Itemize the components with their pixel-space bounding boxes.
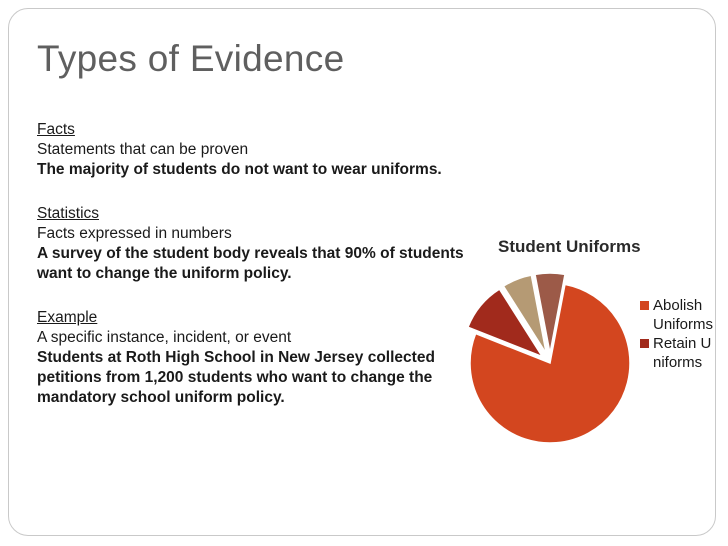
section-heading-facts: Facts bbox=[37, 121, 75, 138]
section-example-example: Students at Roth High School in New Jersey collected petitions from 1,200 students who want to change the mandatory school uniform policy. bbox=[37, 349, 435, 406]
legend-swatch-abolish bbox=[640, 301, 649, 310]
legend-label-abolish: Abolish Uniforms bbox=[653, 297, 714, 333]
section-heading-statistics: Statistics bbox=[37, 205, 100, 222]
legend-item-abolish bbox=[640, 296, 720, 334]
section-example-statistics: A survey of the student body reveals that 90% of students want to change the uniform policy. bbox=[37, 245, 464, 282]
section-heading-example: Example bbox=[37, 309, 98, 326]
pie-chart bbox=[455, 268, 655, 448]
slide-title: Types of Evidence bbox=[37, 38, 345, 79]
legend-swatch-retain bbox=[640, 339, 649, 348]
slide-body bbox=[37, 120, 467, 408]
legend-item-retain bbox=[640, 334, 720, 372]
section-definition-facts: Statements that can be proven bbox=[37, 141, 249, 158]
section-example-facts: The majority of students do not want to wear uniforms. bbox=[37, 161, 442, 178]
spacer bbox=[37, 180, 467, 204]
chart-title: Student Uniforms bbox=[498, 237, 641, 256]
chart-legend bbox=[640, 296, 720, 372]
spacer bbox=[37, 284, 467, 308]
section-definition-example: A specific instance, incident, or event bbox=[37, 329, 292, 346]
legend-label-retain: Retain Uniforms bbox=[653, 335, 712, 371]
section-definition-statistics: Facts expressed in numbers bbox=[37, 225, 232, 242]
